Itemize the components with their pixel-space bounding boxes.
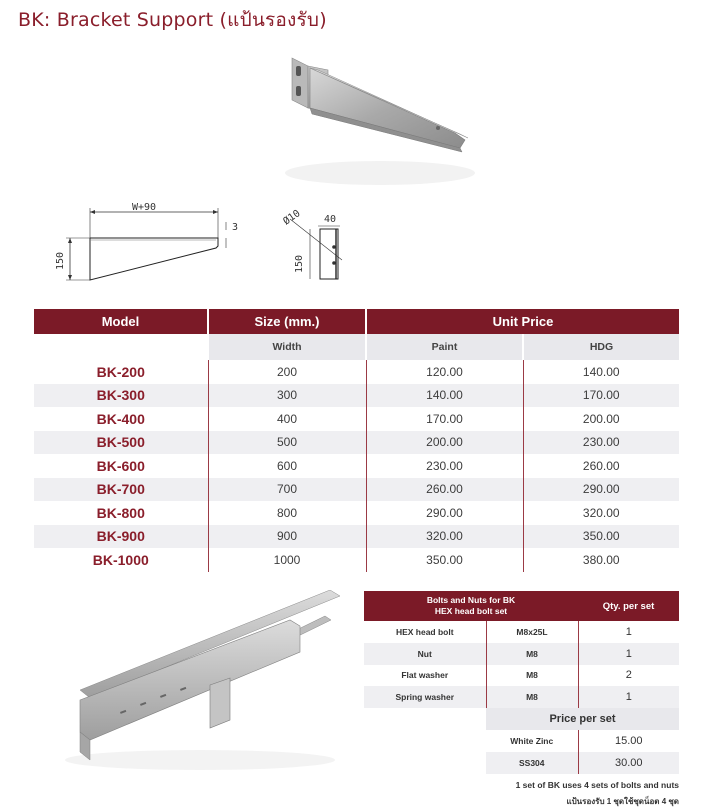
table-row — [34, 360, 679, 384]
bolt-item-cell: Flat washer — [401, 670, 449, 681]
bolt-spec-cell: M8 — [486, 643, 578, 665]
paint-price-cell: 350.00 — [366, 548, 523, 572]
subheader-blank — [34, 334, 208, 360]
width-cell: 900 — [208, 525, 366, 549]
width-cell: 500 — [208, 431, 366, 455]
bolt-spec-cell: M8x25L — [486, 621, 578, 643]
bolt-item-cell: Spring washer — [364, 686, 486, 708]
model-cell: BK-200 — [96, 363, 145, 380]
paint-price-cell: 170.00 — [366, 407, 523, 431]
paint-price-cell: 120.00 — [366, 360, 523, 384]
model-cell: BK-300 — [34, 384, 208, 408]
price-per-set-header: Price per set — [486, 708, 679, 730]
bolt-qty-cell: 1 — [578, 686, 679, 708]
table-row — [34, 431, 679, 455]
bolt-item-cell: HEX head bolt — [395, 626, 454, 637]
dim-thickness-label: 3 — [232, 222, 239, 233]
set-price-cell: 15.00 — [578, 730, 679, 752]
table-row — [364, 665, 679, 687]
price-spacer — [364, 752, 486, 774]
table-row — [34, 407, 679, 431]
subheader-paint: Paint — [366, 334, 523, 360]
width-cell: 1000 — [208, 548, 366, 572]
table-row — [34, 384, 679, 408]
table-row — [34, 454, 679, 478]
paint-price-cell: 320.00 — [366, 525, 523, 549]
dim-hole-label: Ø10 — [281, 208, 303, 228]
bolt-spec-cell: M8 — [486, 686, 578, 708]
model-cell: BK-900 — [34, 525, 208, 549]
hdg-price-cell: 170.00 — [523, 384, 679, 408]
bracket-end-drawing — [280, 205, 360, 290]
paint-price-cell: 200.00 — [366, 431, 523, 455]
hdg-price-cell: 380.00 — [523, 548, 679, 572]
header-size: Size (mm.) — [208, 309, 366, 334]
table-row — [34, 548, 679, 572]
hdg-price-cell: 260.00 — [523, 454, 679, 478]
hdg-price-cell: 320.00 — [523, 501, 679, 525]
bolt-item-cell: Nut — [364, 643, 486, 665]
width-cell: 600 — [208, 454, 366, 478]
model-cell: BK-800 — [96, 504, 145, 521]
bolt-spec-cell: M8 — [486, 665, 578, 687]
finish-cell: SS304 — [486, 752, 578, 774]
bracket-photo — [270, 48, 490, 198]
model-cell: BK-600 — [96, 457, 145, 474]
cable-ladder-photo — [60, 590, 350, 775]
note-thai: แป้นรองรับ 1 ชุดใช้ชุดน็อต 4 ชุด — [566, 797, 679, 806]
paint-price-cell: 290.00 — [366, 501, 523, 525]
subheader-hdg: HDG — [523, 334, 679, 360]
dim-width-label: W+90 — [132, 202, 157, 213]
header-model: Model — [34, 309, 208, 334]
bolts-table — [364, 591, 679, 774]
page-title: BK: Bracket Support (แป้นรองรับ) — [18, 9, 327, 31]
price-header-spacer — [364, 708, 486, 730]
bolt-qty-cell: 1 — [578, 643, 679, 665]
bolt-qty-cell: 1 — [625, 625, 632, 638]
paint-price-cell: 140.00 — [366, 384, 523, 408]
subheader-width: Width — [208, 334, 366, 360]
price-table — [34, 309, 679, 572]
model-cell: BK-1000 — [92, 551, 149, 568]
table-row — [34, 478, 679, 502]
note-english: 1 set of BK uses 4 sets of bolts and nuts — [515, 780, 679, 790]
bolts-header — [364, 591, 578, 621]
width-cell: 800 — [208, 501, 366, 525]
table-row — [34, 525, 679, 549]
hdg-price-cell: 140.00 — [523, 360, 679, 384]
width-cell: 300 — [208, 384, 366, 408]
model-cell: BK-400 — [96, 410, 145, 427]
hdg-price-cell: 230.00 — [523, 431, 679, 455]
table-row — [364, 752, 679, 774]
table-row — [364, 730, 679, 752]
hdg-price-cell: 350.00 — [523, 525, 679, 549]
width-cell: 200 — [208, 360, 366, 384]
hdg-price-cell: 290.00 — [523, 478, 679, 502]
paint-price-cell: 230.00 — [366, 454, 523, 478]
bolt-qty-cell: 2 — [625, 669, 632, 682]
width-cell: 400 — [208, 407, 366, 431]
bolts-header-line2: HEX head bolt set — [434, 606, 508, 616]
bracket-side-drawing — [50, 200, 250, 290]
table-row — [364, 686, 679, 708]
qty-header: Qty. per set — [578, 591, 679, 621]
header-unit-price: Unit Price — [366, 309, 679, 334]
table-row — [34, 501, 679, 525]
finish-cell: White Zinc — [510, 736, 554, 747]
price-spacer — [364, 730, 486, 752]
dim-end-height-label: 150 — [294, 254, 305, 273]
model-cell: BK-500 — [34, 431, 208, 455]
width-cell: 700 — [208, 478, 366, 502]
paint-price-cell: 260.00 — [366, 478, 523, 502]
bolts-header-line1: Bolts and Nuts for BK — [426, 595, 516, 605]
dim-end-width-label: 40 — [324, 214, 337, 225]
dim-height-label: 150 — [55, 251, 66, 270]
model-cell: BK-700 — [34, 478, 208, 502]
set-price-cell: 30.00 — [578, 752, 679, 774]
hdg-price-cell: 200.00 — [523, 407, 679, 431]
table-row — [364, 643, 679, 665]
table-row — [364, 621, 679, 643]
